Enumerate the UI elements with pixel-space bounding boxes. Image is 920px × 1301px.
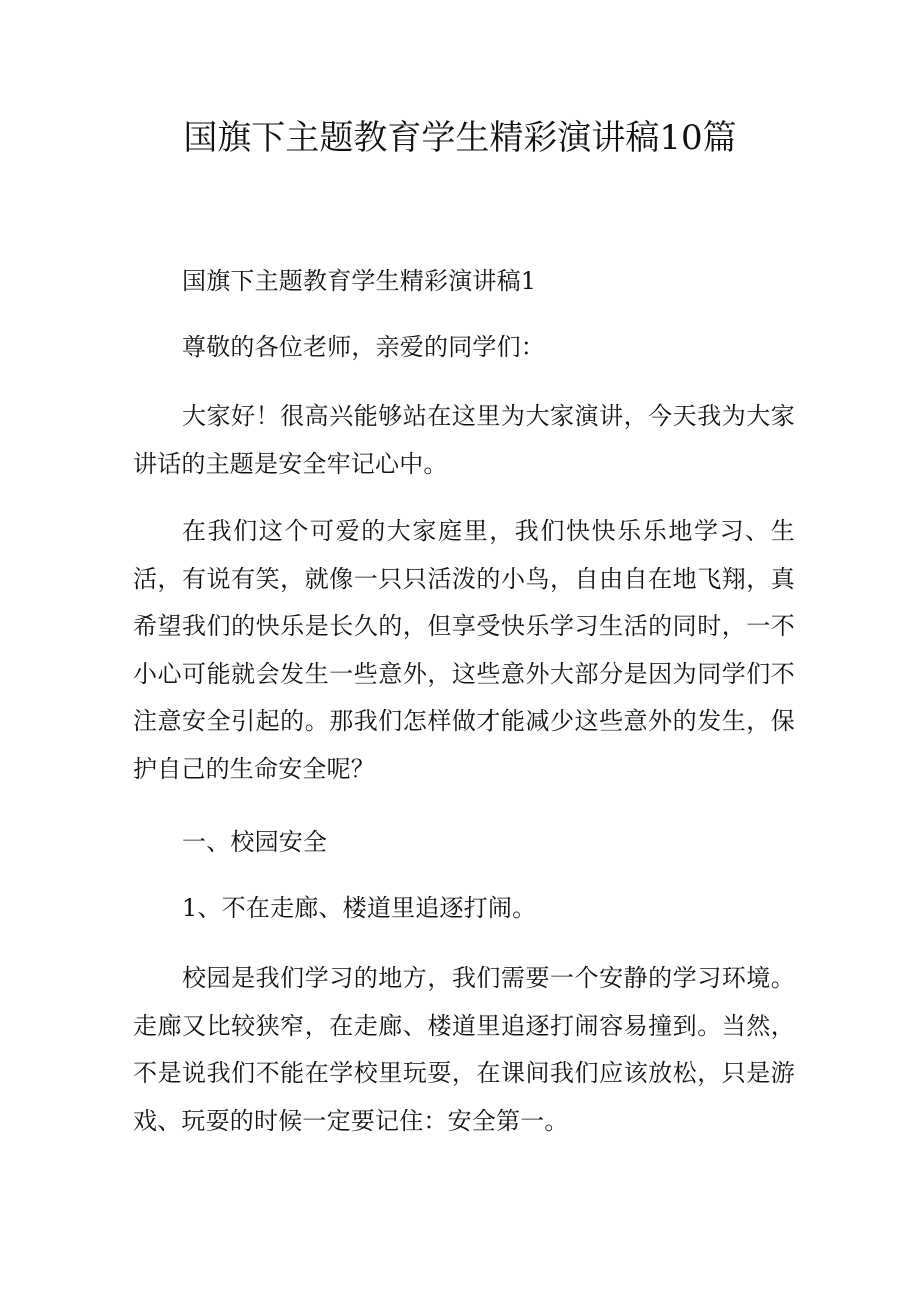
- document-title: 国旗下主题教育学生精彩演讲稿10篇: [183, 118, 737, 158]
- body-paragraph-2: 校园是我们学习的地方，我们需要一个安静的学习环境。走廊又比较狭窄，在走廊、楼道里追逐打闹容易撞到。当然，不是说我们不能在学校里玩耍，在课间我们应该放松，只是游戏、玩耍的时候一定要记住：安全第一。: [133, 964, 795, 1135]
- greeting-paragraph: 尊敬的各位老师，亲爱的同学们：: [182, 333, 545, 361]
- speech-heading: 国旗下主题教育学生精彩演讲稿1: [182, 267, 537, 295]
- list-item-1: 1、不在走廊、楼道里追逐打闹。: [182, 894, 537, 922]
- section-heading: 一、校园安全: [182, 828, 328, 856]
- body-paragraph-1: 在我们这个可爱的大家庭里，我们快快乐乐地学习、生活，有说有笑，就像一只只活泼的小鸟，自由自在地飞翔，真希望我们的快乐是长久的，但享受快乐学习生活的同时，一不小心可能就会发生一些意外，这些意外大部分是因为同学们不注意安全引起的。那我们怎样做才能减少这些意外的发生，保护自己的生命安全呢？: [133, 517, 795, 783]
- intro-paragraph: 大家好！很高兴能够站在这里为大家演讲，今天我为大家讲话的主题是安全牢记心中。: [133, 402, 795, 478]
